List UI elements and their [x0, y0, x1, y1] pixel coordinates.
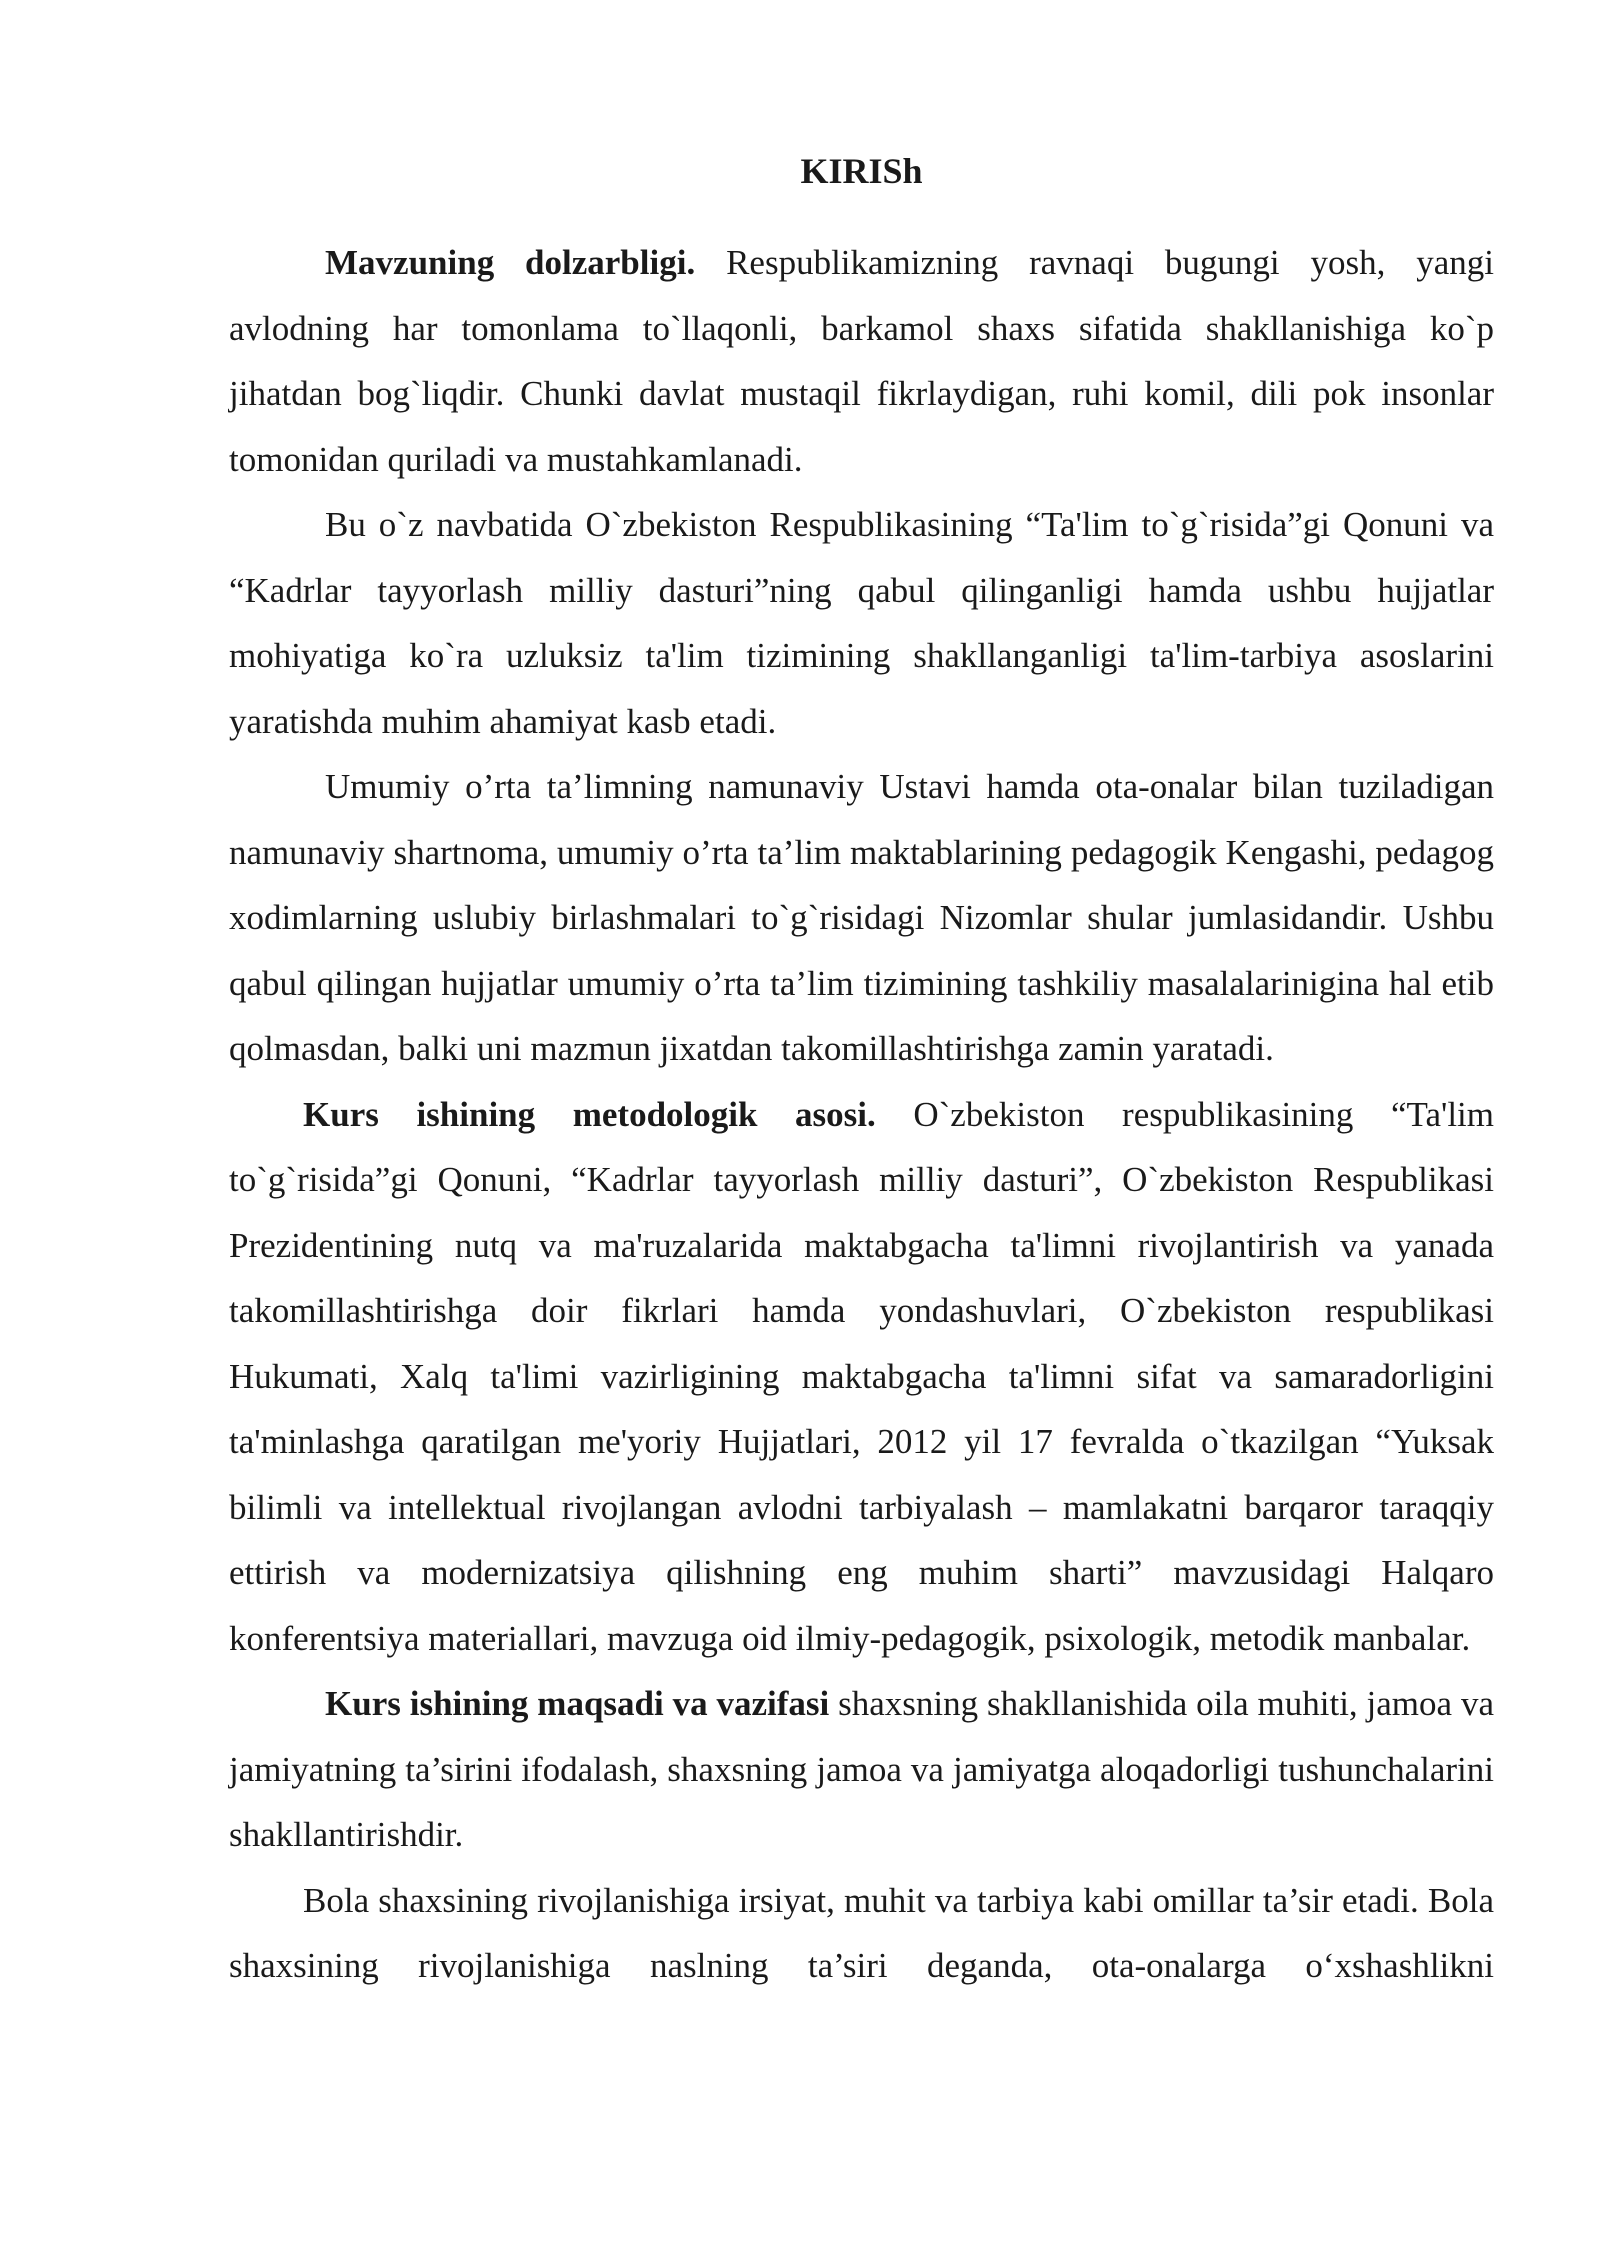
paragraph-regulations [229, 754, 1494, 1082]
paragraph-text: O`zbekiston respublikasining “Ta'lim to`g`risida”gi Qonuni, “Kadrlar tayyorlash milliy dasturi”, O`zbekiston Respublikasi Prezidentining nutq va ma'ruzalarida maktabgacha ta'limni rivojlantirish va yanada takomillashtirishga doir fikrlari hamda yondashuvlari, O`zbekiston respublikasi Hukumati, Xalq ta'limi vazirligining maktabgacha ta'limni sifat va samaradorligini ta'minlashga qaratilgan me'yoriy Hujjatlari, 2012 yil 17 fevralda o`tkazilgan “Yuksak bilimli va intellektual rivojlangan avlodni tarbiyalash – mamlakatni barqaror taraqqiy ettirish va modernizatsiya qilishning eng muhim sharti” mavzusidagi Halqaro konferentsiya materiallari, mavzuga oid ilmiy-pedagogik, psixologik, metodik manbalar. [229, 1094, 1494, 1658]
document-page [229, 150, 1494, 1999]
paragraph-text: shaxsning shakllanishida oila muhiti, jamoa va jamiyatning ta’sirini ifodalash, shaxsning jamoa va jamiyatga aloqadorligi tushunchalarini shakllantirishdir. [229, 1684, 1494, 1854]
paragraph-lead: Mavzuning dolzarbligi. [325, 243, 696, 282]
paragraph-text: Umumiy o’rta ta’limning namunaviy Ustavi hamda ota-onalar bilan tuziladigan namunaviy shartnoma, umumiy o’rta ta’lim maktablarining pedagogik Kengashi, pedagog xodimlarning uslubiy birlashmalari to`g`risidagi Nizomlar shular jumlasidandir. Ushbu qabul qilingan hujjatlar umumiy o’rta ta’lim tizimining tashkiliy masalalarinigina hal etib qolmasdan, balki uni mazmun jixatdan takomillashtirishga zamin yaratadi. [229, 767, 1494, 1068]
paragraph-text: Bu o`z navbatida O`zbekiston Respublikasining “Ta'lim to`g`risida”gi Qonuni va “Kadrlar tayyorlash milliy dasturi”ning qabul qilinganligi hamda ushbu hujjatlar mohiyatiga ko`ra uzluksiz ta'lim tizimining shakllanganligi ta'lim-tarbiya asoslarini yaratishda muhim ahamiyat kasb etadi. [229, 505, 1494, 741]
paragraph-lead: Kurs ishining metodologik asosi. [303, 1094, 876, 1134]
paragraph-lead: Kurs ishining maqsadi va vazifasi [325, 1684, 830, 1723]
paragraph-goal [229, 1671, 1494, 1868]
paragraph-methodology [229, 1082, 1494, 1672]
document-heading: KIRISh [800, 151, 923, 191]
paragraph-text: Bola shaxsining rivojlanishiga irsiyat, muhit va tarbiya kabi omillar ta’sir etadi. Bola shaxsining rivojlanishiga naslning ta’siri deganda, ota-onalarga o‘xshashlikni [229, 1880, 1494, 1985]
paragraph-relevance [229, 230, 1494, 492]
paragraph-development-factors [229, 1868, 1494, 1999]
paragraph-laws [229, 492, 1494, 754]
paragraph-text: Respublikamizning ravnaqi bugungi yosh, yangi avlodning har tomonlama to`llaqonli, barkamol shaxs sifatida shakllanishiga ko`p jihatdan bog`liqdir. Chunki davlat mustaqil fikrlaydigan, ruhi komil, dili pok insonlar tomonidan quriladi va mustahkamlanadi. [229, 243, 1494, 479]
